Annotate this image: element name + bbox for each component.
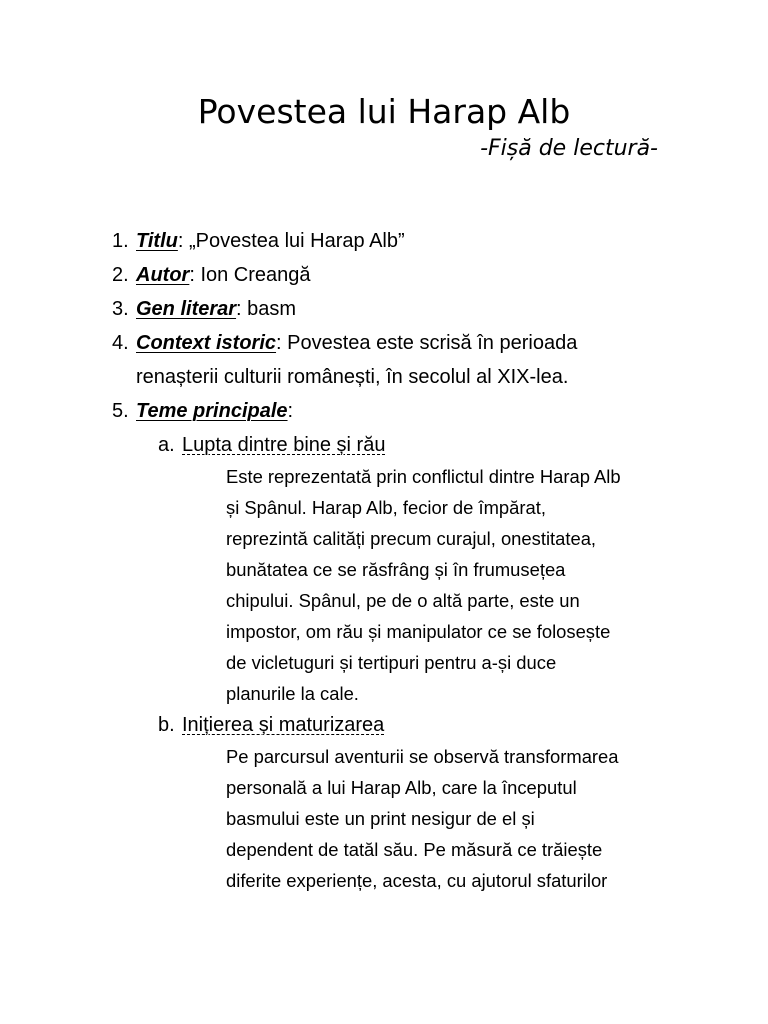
- field-value: : Povestea este scrisă în perioada: [276, 332, 578, 354]
- list-number: 1.: [112, 230, 129, 252]
- document-title: Povestea lui Harap Alb: [197, 92, 571, 131]
- theme-letter: b.: [158, 714, 175, 736]
- field-value: : Ion Creangă: [189, 264, 311, 286]
- list-number: 3.: [112, 298, 129, 320]
- field-label: Teme principale: [136, 400, 288, 422]
- paragraph-line: planurile la cale.: [226, 683, 359, 704]
- field-value: : „Povestea lui Harap Alb”: [177, 230, 405, 252]
- list-item-content: [136, 224, 405, 258]
- paragraph-line: impostor, om rău și manipulator ce se folosește: [226, 621, 611, 642]
- list-item-author: [0, 258, 768, 292]
- field-value: : basm: [236, 298, 297, 320]
- theme-letter: a.: [158, 434, 175, 456]
- list-item-content: [136, 326, 577, 360]
- list-item-content: [136, 394, 293, 428]
- list-item-context: [0, 326, 768, 360]
- field-label: Gen literar: [136, 298, 237, 320]
- field-label: Titlu: [136, 230, 178, 252]
- theme-paragraph: [226, 461, 686, 709]
- list-number: 5.: [112, 400, 129, 422]
- paragraph-line: Pe parcursul aventurii se observă transformarea: [226, 746, 619, 767]
- field-label: Context istoric: [136, 332, 277, 354]
- paragraph-line: basmului este un print nesigur de el și: [226, 808, 535, 829]
- field-label: Autor: [136, 264, 190, 286]
- paragraph-line: bunătatea ce se răsfrâng și în frumusețea: [226, 559, 566, 580]
- paragraph-line: dependent de tatăl său. Pe măsură ce trăiește: [226, 839, 603, 860]
- theme-heading: Inițierea și maturizarea: [182, 714, 385, 736]
- list-item-content: [136, 292, 296, 326]
- paragraph-line: Este reprezentată prin conflictul dintre Harap Alb: [226, 466, 621, 487]
- theme-paragraph: [226, 741, 686, 896]
- paragraph-line: și Spânul. Harap Alb, fecior de împărat,: [226, 497, 546, 518]
- list-number: 4.: [112, 332, 129, 354]
- list-item-content: [136, 258, 311, 292]
- paragraph-line: chipului. Spânul, pe de o altă parte, este un: [226, 590, 580, 611]
- paragraph-line: personală a lui Harap Alb, care la începutul: [226, 777, 577, 798]
- document-subtitle: -Fișă de lectură-: [480, 136, 658, 161]
- list-item-title: [0, 224, 768, 258]
- list-item-genre: [0, 292, 768, 326]
- paragraph-line: diferite experiențe, acesta, cu ajutorul sfaturilor: [226, 870, 608, 891]
- list-item-context-continuation: renașterii culturii românești, în secolul al XIX-lea.: [136, 366, 569, 388]
- theme-heading-row: [0, 708, 768, 742]
- field-value: :: [287, 400, 294, 422]
- paragraph-line: de vicletuguri și tertipuri pentru a-și duce: [226, 652, 557, 673]
- theme-heading: Lupta dintre bine și rău: [182, 434, 386, 456]
- paragraph-line: reprezintă calități precum curajul, onestitatea,: [226, 528, 597, 549]
- list-item-themes: [0, 394, 768, 428]
- theme-heading-row: [0, 428, 768, 462]
- list-number: 2.: [112, 264, 129, 286]
